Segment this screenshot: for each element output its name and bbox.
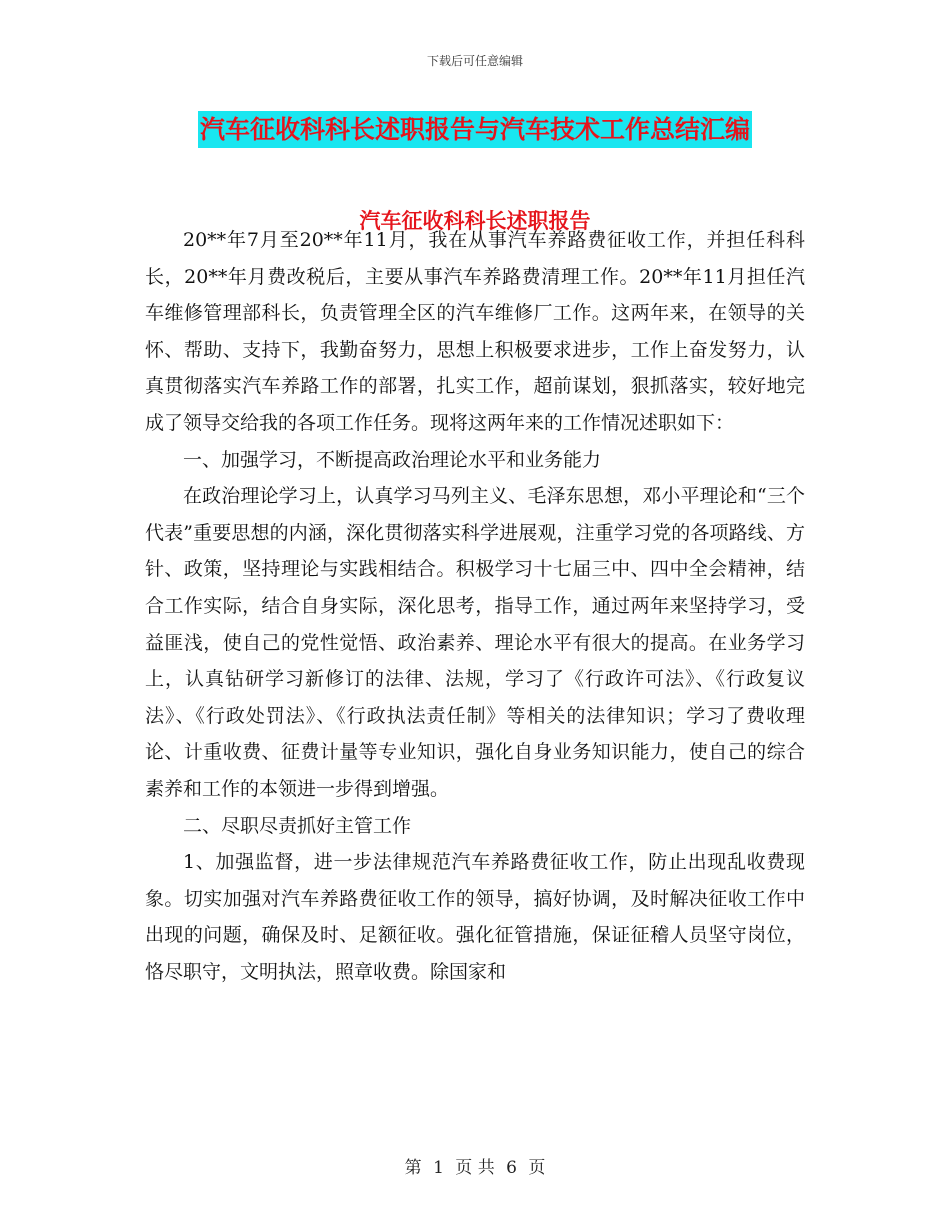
- paragraph-intro: 20**年7月至20**年11月，我在从事汽车养路费征收工作，并担任科科长，20**年月费改税后，主要从事汽车养路费清理工作。20**年11月担任汽车维修管理部科长，负责管理全区的汽车维修厂工作。这两年来，在领导的关怀、帮助、支持下，我勤奋努力，思想上积极要求进步，工作上奋发努力，认真贯彻落实汽车养路工作的部署，扎实工作，超前谋划，狠抓落实，较好地完成了领导交给我的各项工作任务。现将这两年来的工作情况述职如下：: [145, 229, 805, 434]
- heading-study: 一、加强学习，不断提高政治理论水平和业务能力: [183, 448, 602, 471]
- document-body: [145, 222, 805, 990]
- document-title-text: 汽车征收科科长述职报告与汽车技术工作总结汇编: [198, 111, 752, 148]
- footer-page-number: 1: [433, 1158, 444, 1178]
- footer-middle: 页 共: [455, 1158, 495, 1178]
- footer-prefix: 第: [404, 1158, 422, 1178]
- footer-suffix: 页: [528, 1158, 546, 1178]
- page-header: 下载后可任意编辑: [426, 54, 523, 68]
- paragraph-supervision: 1、加强监督，进一步法律规范汽车养路费征收工作，防止出现乱收费现象。切实加强对汽车养路费征收工作的领导，搞好协调，及时解决征收工作中出现的问题，确保及时、足额征收。强化征管措施，保证征稽人员坚守岗位，恪尽职守，文明执法，照章收费。除国家和: [145, 851, 805, 983]
- document-title: [0, 110, 950, 146]
- paragraph-study: 在政治理论学习上，认真学习马列主义、毛泽东思想，邓小平理论和“三个代表”重要思想的内涵，深化贯彻落实科学进展观，注重学习党的各项路线、方针、政策，坚持理论与实践相结合。积极学习十七届三中、四中全会精神，结合工作实际，结合自身实际，深化思考，指导工作，通过两年来坚持学习，受益匪浅，使自己的党性觉悟、政治素养、理论水平有很大的提高。在业务学习上，认真钻研学习新修订的法律、法规，学习了《行政许可法》、《行政复议法》、《行政处罚法》、《行政执法责任制》等相关的法律知识；学习了费收理论、计重收费、征费计量等专业知识，强化自身业务知识能力，使自己的综合素养和工作的本领进一步得到增强。: [145, 485, 805, 800]
- page-footer: [0, 1153, 950, 1178]
- footer-total-pages: 6: [506, 1158, 517, 1178]
- heading-duty: 二、尽职尽责抓好主管工作: [183, 814, 412, 837]
- section-title: 汽车征收科科长述职报告: [359, 209, 591, 233]
